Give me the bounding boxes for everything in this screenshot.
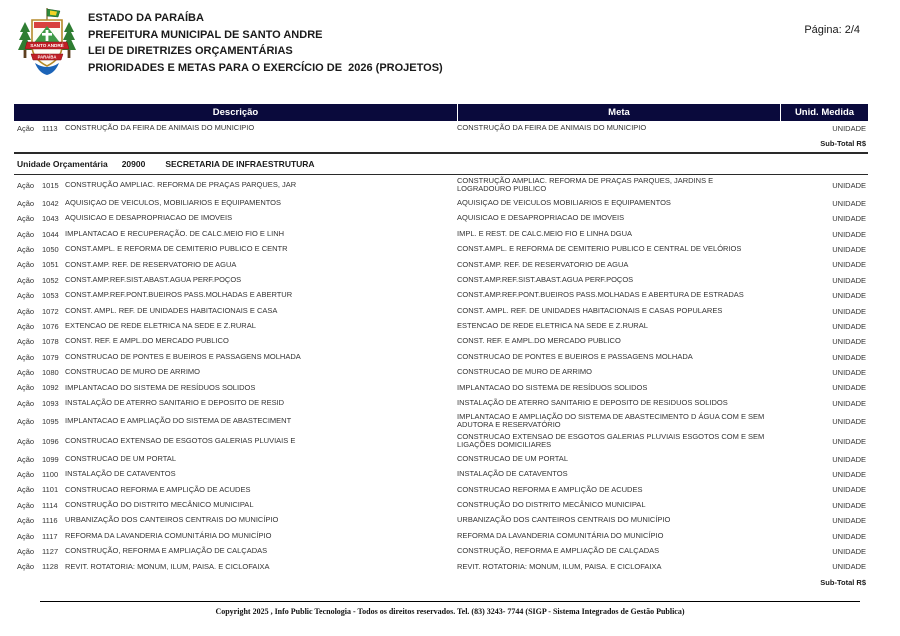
unit-cell: UNIDADE <box>832 454 866 464</box>
meta-cell: INSTALAÇÃO DE ATERRO SANITARIO E DEPOSITO DE RESIDUOS SOLIDOS <box>457 398 728 408</box>
action-label: Ação <box>17 337 35 347</box>
action-code: 1117 <box>42 531 58 541</box>
unit-cell: UNIDADE <box>832 500 866 510</box>
action-code: 1113 <box>42 124 58 134</box>
action-description: CONST.AMP. REF. DE RESERVATORIO DE AGUA <box>65 259 237 269</box>
unit-cell: UNIDADE <box>832 485 866 495</box>
unit-cell: UNIDADE <box>832 198 866 208</box>
meta-cell: CONST.AMP.REF.SIST.ABAST.AGUA PERF.POÇOS <box>457 274 634 284</box>
action-label: Ação <box>17 500 35 510</box>
action-code: 1053 <box>42 291 59 301</box>
column-header-meta: Meta <box>458 104 780 121</box>
table-row <box>14 396 868 411</box>
action-code: 1114 <box>42 500 58 510</box>
meta-cell: CONSTRUCAO DE UM PORTAL <box>457 453 568 463</box>
meta-cell: CONST.AMP. REF. DE RESERVATORIO DE AGUA <box>457 259 629 269</box>
unit-cell: UNIDADE <box>832 306 866 316</box>
action-code: 1072 <box>42 306 59 316</box>
ribbon-top <box>25 41 69 49</box>
footer-divider <box>40 601 860 602</box>
unit-cell: UNIDADE <box>832 470 866 479</box>
meta-cell: IMPLANTACAO DO SISTEMA DE RESÍDUOS SOLIDOS <box>457 382 648 392</box>
meta-cell: CONSTRUÇÃO, REFORMA E AMPLIAÇÃO DE CALÇADAS <box>457 546 660 556</box>
action-label: Ação <box>17 291 35 301</box>
unit-cell: UNIDADE <box>832 398 866 408</box>
table-row <box>14 349 868 364</box>
descricao-cell <box>14 470 457 479</box>
municipal-coat-of-arms-logo <box>17 6 77 80</box>
meta-cell: CONSTRUÇÃO AMPLIAC. REFORMA DE PRAÇAS PARQUES, JARDINS E LOGRADOURO PUBLICO <box>457 175 714 194</box>
action-label: Ação <box>17 436 35 446</box>
action-label: Ação <box>17 214 35 224</box>
table-row <box>14 365 868 380</box>
meta-cell: REVIT. ROTATORIA: MONUM, ILUM, PAISA. E CICLOFAIXA <box>457 561 662 571</box>
ribbon-bottom-text: PARAÍBA <box>37 54 57 60</box>
descricao-cell <box>14 417 457 426</box>
unit-cell: UNIDADE <box>832 275 866 285</box>
action-label: Ação <box>17 321 35 331</box>
unit-cell: UNIDADE <box>832 416 866 426</box>
meta-cell: CONST.AMP.REF.PONT.BUEIROS PASS.MOLHADAS E ABERTURA DE ESTRADAS <box>457 290 744 300</box>
action-code: 1096 <box>42 436 59 446</box>
meta-cell: CONST. AMPL. REF. DE UNIDADES HABITACIONAIS E CASAS POPULARES <box>457 305 723 315</box>
action-code: 1100 <box>42 470 59 479</box>
action-description: REFORMA DA LAVANDERIA COMUNITÁRIA DO MUNICÍPIO <box>65 530 272 540</box>
subtotal-row: Sub-Total R$ <box>820 139 866 149</box>
action-code: 1078 <box>42 337 59 347</box>
meta-cell: REFORMA DA LAVANDERIA COMUNITÁRIA DO MUNICÍPIO <box>457 530 664 540</box>
meta-cell: CONSTRUÇÃO DO DISTRITO MECÂNICO MUNICIPAL <box>457 499 646 509</box>
descricao-cell <box>14 260 457 269</box>
action-description: CONST. AMPL. REF. DE UNIDADES HABITACIONAIS E CASA <box>65 305 278 315</box>
meta-cell: CONSTRUCAO DE MURO DE ARRIMO <box>457 367 593 377</box>
action-description: CONSTRUÇÃO AMPLIAC. REFORMA DE PRAÇAS PARQUES, JAR <box>65 180 297 190</box>
descricao-cell <box>14 199 457 208</box>
document-header <box>88 10 443 76</box>
action-label: Ação <box>17 454 35 464</box>
unit-cell: UNIDADE <box>832 337 866 347</box>
unit-cell: UNIDADE <box>832 516 866 526</box>
section-header-row <box>14 152 868 175</box>
column-header-descricao: Descrição <box>14 104 457 121</box>
action-label: Ação <box>17 470 35 479</box>
action-description: INSTALAÇÃO DE CATAVENTOS <box>65 469 176 479</box>
descricao-cell <box>14 245 457 254</box>
meta-cell: AQUISICAO E DESAPROPRIACAO DE IMOVEIS <box>457 213 625 223</box>
action-code: 1101 <box>42 485 59 495</box>
unit-cell: UNIDADE <box>832 436 866 446</box>
unit-cell: UNIDADE <box>832 260 866 270</box>
action-description: CONSTRUÇÃO, REFORMA E AMPLIAÇÃO DE CALÇADAS <box>65 546 268 556</box>
action-code: 1015 <box>42 180 59 190</box>
descricao-cell <box>14 547 457 556</box>
action-label: Ação <box>17 416 35 426</box>
descricao-cell <box>14 399 457 408</box>
action-description: INSTALAÇÃO DE ATERRO SANITARIO E DEPOSITO DE RESID <box>65 398 285 408</box>
table-row <box>14 334 868 349</box>
table-row <box>14 482 868 497</box>
descricao-cell <box>14 485 457 494</box>
action-description: CONSTRUCAO REFORMA E AMPLIÇÃO DE ACUDES <box>65 484 251 494</box>
table-row <box>14 121 868 136</box>
cross-bar <box>42 33 52 36</box>
descricao-cell <box>14 230 457 239</box>
action-code: 1080 <box>42 368 59 378</box>
descricao-cell <box>14 337 457 346</box>
action-description: CONST.AMPL. E REFORMA DE CEMITERIO PUBLICO E CENTR <box>65 244 288 254</box>
action-label: Ação <box>17 546 35 556</box>
action-code: 1044 <box>42 229 59 239</box>
table-row <box>14 196 868 211</box>
meta-cell: IMPL. E REST. DE CALC.MEIO FIO E LINHA DGUA <box>457 228 633 238</box>
action-description: CONSTRUCAO DE PONTES E BUEIROS E PASSAGENS MOLHADA <box>65 351 301 361</box>
meta-cell: CONST.AMPL. E REFORMA DE CEMITERIO PUBLICO E CENTRAL DE VELÓRIOS <box>457 244 742 254</box>
action-label: Ação <box>17 368 35 378</box>
table-header-row <box>14 104 868 121</box>
descricao-cell <box>14 516 457 525</box>
table-row <box>14 211 868 226</box>
subtotal-row: Sub-Total R$ <box>820 577 866 587</box>
action-description: CONSTRUCAO DE MURO DE ARRIMO <box>65 367 201 377</box>
action-description: CONSTRUÇÃO DO DISTRITO MECÂNICO MUNICIPAL <box>65 499 254 509</box>
action-label: Ação <box>17 275 35 285</box>
descricao-cell <box>14 214 457 223</box>
action-code: 1099 <box>42 454 59 464</box>
action-label: Ação <box>17 516 35 526</box>
action-description: IMPLANTACAO E AMPLIAÇÃO DO SISTEMA DE ABASTECIMENT <box>65 415 292 425</box>
unit-cell: UNIDADE <box>832 244 866 254</box>
action-description: CONSTRUCAO EXTENSAO DE ESGOTOS GALERIAS PLUVIAIS E <box>65 436 296 446</box>
action-description: REVIT. ROTATORIA: MONUM, ILUM, PAISA. E CICLOFAIXA <box>65 561 270 571</box>
action-description: URBANIZAÇÃO DOS CANTEIROS CENTRAIS DO MUNICÍPIO <box>65 515 279 525</box>
meta-cell: CONSTRUÇÃO DA FEIRA DE ANIMAIS DO MUNICIPIO <box>457 123 647 133</box>
action-code: 1043 <box>42 214 59 224</box>
table-row <box>14 544 868 559</box>
action-code: 1051 <box>42 260 59 270</box>
section-label: Unidade Orçamentária <box>17 159 108 170</box>
action-description: AQUISICAO E DESAPROPRIACAO DE IMOVEIS <box>65 213 233 223</box>
descricao-cell <box>14 532 457 541</box>
action-code: 1076 <box>42 321 59 331</box>
action-label: Ação <box>17 562 35 572</box>
table-row <box>14 559 868 574</box>
page-number: Página: 2/4 <box>804 24 860 36</box>
action-code: 1052 <box>42 275 59 285</box>
table-row <box>14 411 868 431</box>
descricao-cell <box>14 562 457 571</box>
action-label: Ação <box>17 124 35 134</box>
table-row <box>14 431 868 451</box>
column-header-unid-medida: Unid. Medida <box>781 104 868 121</box>
unit-cell: UNIDADE <box>832 321 866 331</box>
action-label: Ação <box>17 352 35 362</box>
action-label: Ação <box>17 244 35 254</box>
table-row <box>14 242 868 257</box>
unit-cell: UNIDADE <box>832 214 866 224</box>
action-label: Ação <box>17 306 35 316</box>
descricao-cell <box>14 383 457 392</box>
action-description: CONST.AMP.REF.SIST.ABAST.AGUA PERF.POÇOS <box>65 274 242 284</box>
unit-cell: UNIDADE <box>832 352 866 362</box>
action-label: Ação <box>17 485 35 495</box>
action-label: Ação <box>17 260 35 270</box>
table-row <box>14 226 868 241</box>
meta-cell: URBANIZAÇÃO DOS CANTEIROS CENTRAIS DO MUNICÍPIO <box>457 515 671 525</box>
action-code: 1050 <box>42 244 59 254</box>
header-municipality: PREFEITURA MUNICIPAL DE SANTO ANDRE <box>88 28 323 41</box>
table-row <box>14 273 868 288</box>
footer-copyright: Copyright 2025 , Info Public Tecnologia - Todos os direitos reservados. Tel. (83) 3243- 7744 (SIGP - Sistema Integrados de Gestão Publica) <box>215 607 685 616</box>
action-label: Ação <box>17 531 35 541</box>
descricao-cell <box>14 455 457 464</box>
action-code: 1116 <box>42 516 58 526</box>
action-description: CONSTRUÇÃO DA FEIRA DE ANIMAIS DO MUNICIPIO <box>65 123 255 133</box>
unit-cell: UNIDADE <box>832 383 866 393</box>
descricao-cell <box>14 276 457 285</box>
action-code: 1127 <box>42 546 59 556</box>
report-table <box>14 104 868 591</box>
action-label: Ação <box>17 383 35 393</box>
action-label: Ação <box>17 198 35 208</box>
descricao-cell <box>14 437 457 446</box>
action-code: 1079 <box>42 352 59 362</box>
action-description: EXTENCAO DE REDE ELETRICA NA SEDE E Z.RURAL <box>65 321 256 331</box>
section-name: SECRETARIA DE INFRAESTRUTURA <box>165 159 315 170</box>
descricao-cell <box>14 501 457 510</box>
action-label: Ação <box>17 180 35 190</box>
meta-cell: AQUISIÇAO DE VEICULOS MOBILIARIOS E EQUIPAMENTOS <box>457 197 671 207</box>
meta-cell: CONSTRUCAO REFORMA E AMPLIÇÃO DE ACUDES <box>457 484 643 494</box>
table-row <box>14 288 868 303</box>
header-state: ESTADO DA PARAÍBA <box>88 12 204 24</box>
unit-cell: UNIDADE <box>832 180 866 190</box>
action-description: IMPLANTACAO E RECUPERAÇÃO. DE CALC.MEIO FIO E LINH <box>65 228 285 238</box>
table-row <box>14 303 868 318</box>
header-law-title: LEI DE DIRETRIZES ORÇAMENTÁRIAS <box>88 45 293 57</box>
meta-cell: ESTENCAO DE REDE ELETRICA NA SEDE E Z.RURAL <box>457 321 648 331</box>
header-report-title: PRIORIDADES E METAS PARA O EXERCÍCIO DE 2026 (PROJETOS) <box>88 61 443 74</box>
left-tree-icon <box>18 22 32 58</box>
unit-cell: UNIDADE <box>832 124 866 134</box>
ribbon-bottom <box>31 54 63 60</box>
table-body <box>14 121 868 591</box>
section-code: 20900 <box>121 159 146 170</box>
meta-cell: CONST. REF. E AMPL.DO MERCADO PUBLICO <box>457 336 621 346</box>
table-row <box>14 175 868 195</box>
table-row <box>14 498 868 513</box>
table-row <box>14 528 868 543</box>
action-code: 1093 <box>42 398 59 408</box>
unit-cell: UNIDADE <box>832 562 866 572</box>
unit-cell: UNIDADE <box>832 229 866 239</box>
descricao-cell <box>14 353 457 362</box>
ribbon-top-text: SANTO ANDRÉ <box>30 43 64 48</box>
unit-cell: UNIDADE <box>832 546 866 556</box>
descricao-cell <box>14 291 457 300</box>
action-code: 1042 <box>42 198 59 208</box>
action-code: 1128 <box>42 562 59 572</box>
table-row <box>14 319 868 334</box>
action-code: 1092 <box>42 383 59 393</box>
descricao-cell <box>14 307 457 316</box>
action-description: CONST.AMP.REF.PONT.BUEIROS PASS.MOLHADAS E ABERTUR <box>65 290 293 300</box>
right-tree-icon <box>62 22 76 58</box>
descricao-cell <box>14 322 457 331</box>
table-row <box>14 451 868 466</box>
unit-cell: UNIDADE <box>832 291 866 301</box>
table-row <box>14 257 868 272</box>
unit-cell: UNIDADE <box>832 531 866 541</box>
table-row <box>14 380 868 395</box>
action-description: AQUISIÇAO DE VEICULOS, MOBILIARIOS E EQUIPAMENTOS <box>65 197 282 207</box>
meta-cell: CONSTRUCAO EXTENSAO DE ESGOTOS GALERIAS PLUVIAIS ESGOTOS COM E SEM LIGAÇÕES DOMICILIARES <box>457 431 765 450</box>
meta-cell: CONSTRUCAO DE PONTES E BUEIROS E PASSAGENS MOLHADA <box>457 351 693 361</box>
action-label: Ação <box>17 398 35 408</box>
action-description: CONST. REF. E AMPL.DO MERCADO PUBLICO <box>65 336 229 346</box>
action-description: IMPLANTACAO DO SISTEMA DE RESÍDUOS SOLIDOS <box>65 382 256 392</box>
action-code: 1095 <box>42 416 59 426</box>
unit-cell: UNIDADE <box>832 368 866 378</box>
action-description: CONSTRUCAO DE UM PORTAL <box>65 453 176 463</box>
action-label: Ação <box>17 229 35 239</box>
descricao-cell <box>14 368 457 377</box>
descricao-cell <box>14 181 457 190</box>
descricao-cell <box>14 124 457 133</box>
meta-cell: IMPLANTACAO E AMPLIAÇÃO DO SISTEMA DE ABASTECIMENTO D ÁGUA COM E SEM ADUTORA E RESERVATÓRIO <box>457 411 765 430</box>
meta-cell: INSTALAÇÃO DE CATAVENTOS <box>457 469 568 479</box>
table-row <box>14 467 868 482</box>
table-row <box>14 513 868 528</box>
